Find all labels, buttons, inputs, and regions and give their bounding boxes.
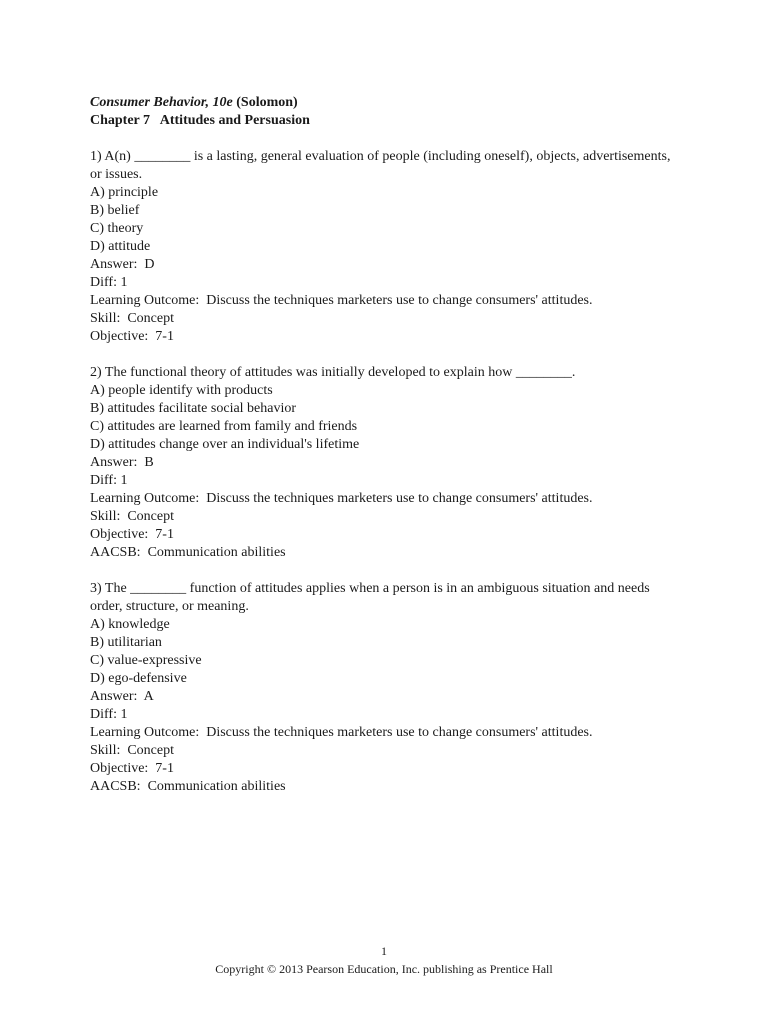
option-d: D) attitude — [90, 239, 151, 254]
objective: Objective: 7-1 — [90, 761, 174, 776]
option-b: B) attitudes facilitate social behavior — [90, 401, 297, 416]
aacsb: AACSB: Communication abilities — [90, 779, 286, 794]
objective: Objective: 7-1 — [90, 527, 174, 542]
question-stem: 2) The functional theory of attitudes was initially developed to explain how ________. — [90, 365, 576, 380]
chapter-title: Chapter 7 Attitudes and Persuasion — [90, 113, 310, 128]
option-a: A) knowledge — [90, 617, 170, 632]
option-c: C) theory — [90, 221, 144, 236]
difficulty: Diff: 1 — [90, 473, 128, 488]
difficulty: Diff: 1 — [90, 707, 128, 722]
page-content — [90, 94, 680, 796]
question-stem: 3) The ________ function of attitudes applies when a person is in an ambiguous situation and needs order, structure, or meaning. — [90, 581, 650, 614]
answer: Answer: D — [90, 257, 155, 272]
book-author: (Solomon) — [232, 95, 298, 110]
option-d: D) ego-defensive — [90, 671, 187, 686]
option-b: B) belief — [90, 203, 140, 218]
objective: Objective: 7-1 — [90, 329, 174, 344]
answer: Answer: B — [90, 455, 154, 470]
learning-outcome: Learning Outcome: Discuss the techniques marketers use to change consumers' attitudes. — [90, 725, 593, 740]
question-3 — [90, 580, 680, 796]
learning-outcome: Learning Outcome: Discuss the techniques marketers use to change consumers' attitudes. — [90, 491, 593, 506]
copyright-notice: Copyright © 2013 Pearson Education, Inc. publishing as Prentice Hall — [215, 962, 553, 976]
difficulty: Diff: 1 — [90, 275, 128, 290]
aacsb: AACSB: Communication abilities — [90, 545, 286, 560]
option-a: A) principle — [90, 185, 159, 200]
book-title-line — [90, 94, 680, 112]
option-c: C) attitudes are learned from family and friends — [90, 419, 358, 434]
page-number: 1 — [381, 944, 387, 958]
learning-outcome: Learning Outcome: Discuss the techniques marketers use to change consumers' attitudes. — [90, 293, 593, 308]
option-b: B) utilitarian — [90, 635, 162, 650]
skill: Skill: Concept — [90, 311, 174, 326]
book-title: Consumer Behavior, 10e — [90, 95, 233, 110]
option-a: A) people identify with products — [90, 383, 273, 398]
question-1 — [90, 148, 680, 346]
question-2 — [90, 364, 680, 562]
option-c: C) value-expressive — [90, 653, 202, 668]
skill: Skill: Concept — [90, 743, 174, 758]
answer: Answer: A — [90, 689, 154, 704]
option-d: D) attitudes change over an individual's lifetime — [90, 437, 360, 452]
skill: Skill: Concept — [90, 509, 174, 524]
question-stem: 1) A(n) ________ is a lasting, general evaluation of people (including oneself), objects, advertisements, or issues. — [90, 149, 671, 182]
